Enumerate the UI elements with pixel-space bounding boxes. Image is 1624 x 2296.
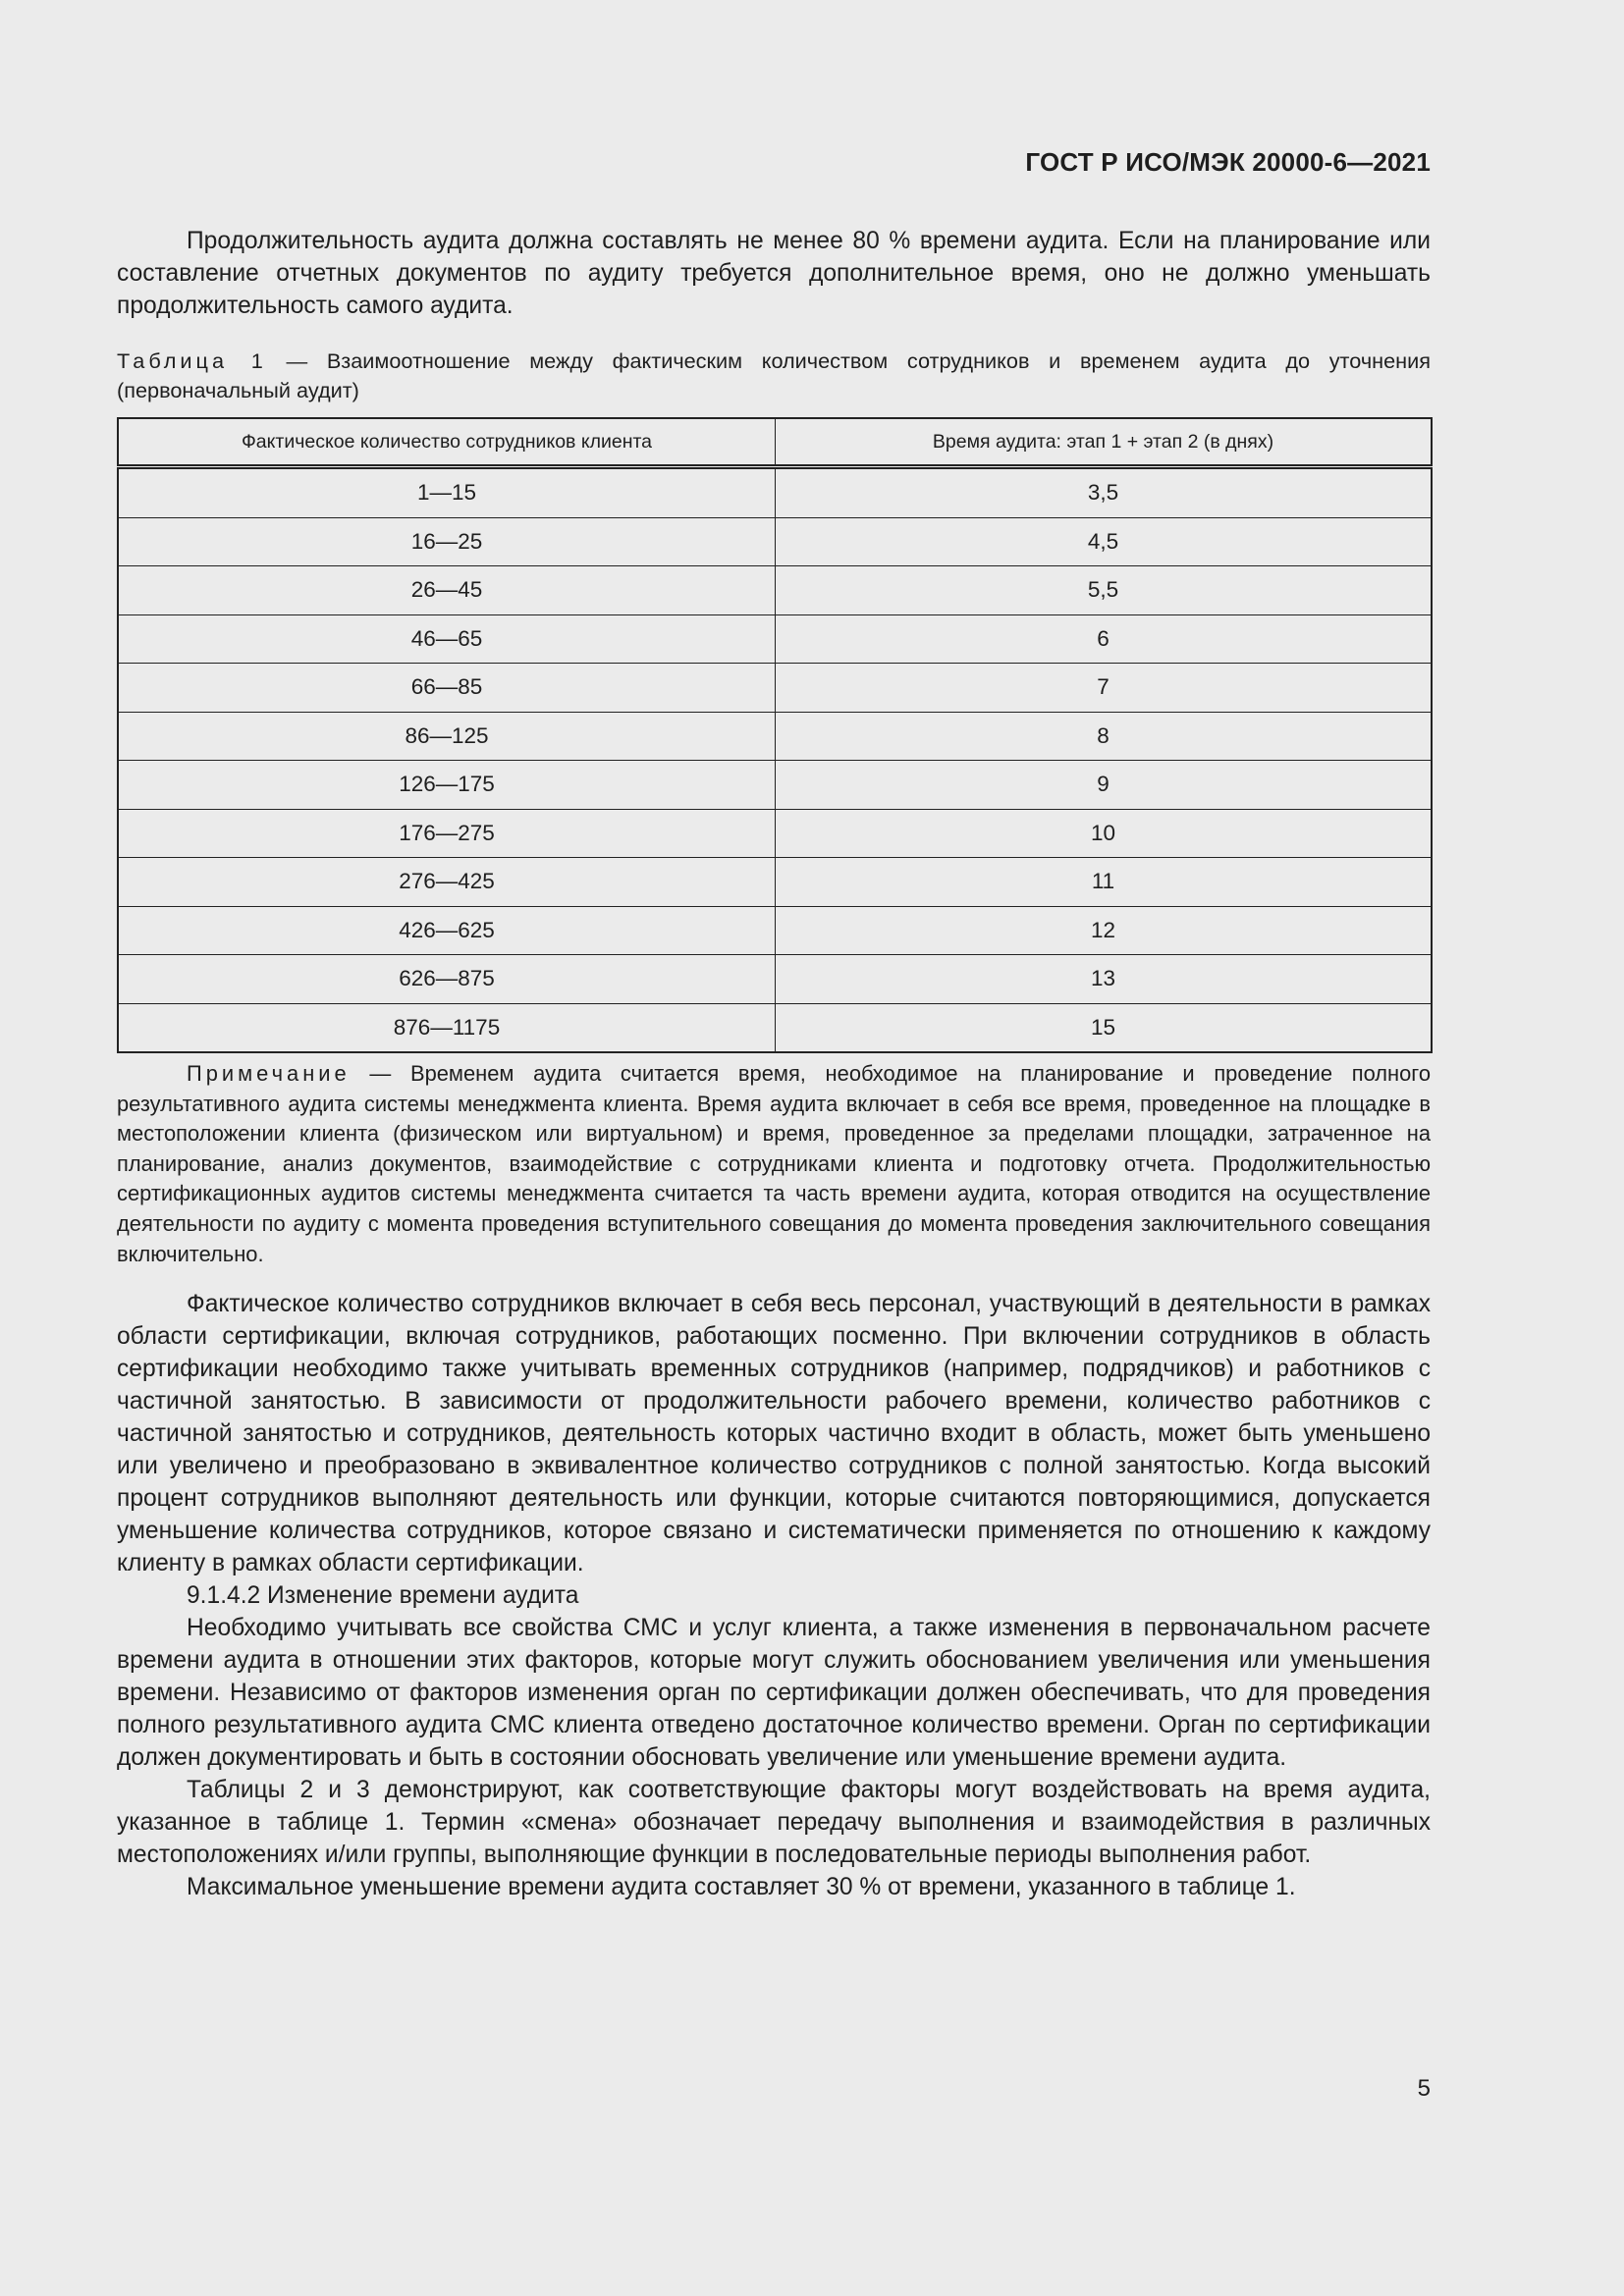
table-note: [117, 1059, 1431, 1269]
employees-cell: 46—65: [118, 614, 776, 664]
employees-cell: 426—625: [118, 906, 776, 955]
employees-cell: 66—85: [118, 664, 776, 713]
page-number: 5: [1417, 2075, 1431, 2102]
table-row: [118, 614, 1432, 664]
intro-paragraph: Продолжительность аудита должна составлять не менее 80 % времени аудита. Если на планирование или составление отчетных документов по аудиту требуется дополнительное время, оно не должно уменьшать продолжительность самого аудита.: [117, 228, 1431, 319]
body-text: [117, 1288, 1431, 1903]
audit-time-change-paragraph: Необходимо учитывать все свойства СМС и услуг клиента, а также изменения в первоначальном расчете времени аудита в отношении этих факторов, которые могут служить обоснованием увеличения или уменьшения времени. Независимо от факторов изменения орган по сертификации должен обеспечивать, что для проведения полного результативного аудита СМС клиента отведено достаточное количество времени. Орган по сертификации должен документировать и быть в состоянии обосновать увеличение или уменьшение времени аудита.: [117, 1615, 1431, 1771]
days-cell: 12: [776, 906, 1433, 955]
days-cell: 11: [776, 858, 1433, 907]
days-cell: 7: [776, 664, 1433, 713]
note-text: — Временем аудита считается время, необходимое на планирование и проведение полного результативного аудита системы менеджмента клиента. Время аудита включает в себя все время, проведенное на площадке в местоположении клиента (физическом или виртуальном) и время, проведенное за пределами площадки, затраченное на планирование, анализ документов, взаимодействие с сотрудниками клиента и подготовку отчета. Продолжительностью сертификационных аудитов системы менеджмента считается та часть времени аудита, которая отводится на осуществление деятельности по аудиту с момента проведения вступительного совещания до момента проведения заключительного совещания включительно.: [117, 1061, 1431, 1266]
table-caption: [117, 347, 1431, 405]
table-caption-text: — Взаимоотношение между фактическим количеством сотрудников и временем аудита до уточнения (первоначальный аудит): [117, 348, 1431, 402]
days-cell: 15: [776, 1003, 1433, 1052]
table-row: [118, 906, 1432, 955]
tables-reference-paragraph: Таблицы 2 и 3 демонстрируют, как соответствующие факторы могут воздействовать на время аудита, указанное в таблице 1. Термин «смена» обозначает передачу выполнения и взаимодействия в различных местоположениях и/или группы, выполняющие функции в последовательные периоды выполнения работ.: [117, 1777, 1431, 1868]
days-cell: 8: [776, 712, 1433, 761]
table-row: [118, 517, 1432, 566]
table-header-row: [118, 418, 1432, 467]
days-cell: 9: [776, 761, 1433, 810]
table-row: [118, 467, 1432, 518]
days-cell: 5,5: [776, 566, 1433, 615]
employees-cell: 26—45: [118, 566, 776, 615]
employees-cell: 176—275: [118, 809, 776, 858]
days-cell: 6: [776, 614, 1433, 664]
table-caption-label: Таблица 1: [117, 348, 267, 373]
employees-cell: 16—25: [118, 517, 776, 566]
note-label: Примечание: [187, 1061, 351, 1086]
table-row: [118, 809, 1432, 858]
table-row: [118, 955, 1432, 1004]
header-audit-time: Время аудита: этап 1 + этап 2 (в днях): [776, 418, 1433, 467]
standard-header: ГОСТ Р ИСО/МЭК 20000-6—2021: [1025, 147, 1431, 177]
days-cell: 3,5: [776, 467, 1433, 518]
employees-cell: 126—175: [118, 761, 776, 810]
employees-cell: 1—15: [118, 467, 776, 518]
days-cell: 13: [776, 955, 1433, 1004]
employees-cell: 276—425: [118, 858, 776, 907]
section-heading: 9.1.4.2 Изменение времени аудита: [187, 1582, 579, 1609]
employees-cell: 86—125: [118, 712, 776, 761]
table-row: [118, 566, 1432, 615]
table-row: [118, 664, 1432, 713]
table-row: [118, 712, 1432, 761]
table-row: [118, 858, 1432, 907]
header-employees: Фактическое количество сотрудников клиента: [118, 418, 776, 467]
employees-paragraph: Фактическое количество сотрудников включает в себя весь персонал, участвующий в деятельности в рамках области сертификации, включая сотрудников, работающих посменно. При включении сотрудников в область сертификации необходимо также учитывать временных сотрудников (например, подрядчиков) и работников с частичной занятостью. В зависимости от продолжительности рабочего времени, количество работников с частичной занятостью и сотрудников, деятельность которых частично входит в область, может быть уменьшено или увеличено и преобразовано в эквивалентное количество сотрудников с полной занятостью. Когда высокий процент сотрудников выполняют деятельность или функции, которые считаются повторяющимися, допускается уменьшение количества сотрудников, которое связано и систематически применяется по отношению к каждому клиенту в рамках области сертификации.: [117, 1291, 1431, 1576]
days-cell: 10: [776, 809, 1433, 858]
table-row: [118, 1003, 1432, 1052]
employees-cell: 876—1175: [118, 1003, 776, 1052]
table-row: [118, 761, 1432, 810]
max-reduction-paragraph: Максимальное уменьшение времени аудита составляет 30 % от времени, указанного в таблице 1.: [187, 1874, 1296, 1900]
employees-cell: 626—875: [118, 955, 776, 1004]
audit-time-table: [117, 417, 1433, 1053]
days-cell: 4,5: [776, 517, 1433, 566]
